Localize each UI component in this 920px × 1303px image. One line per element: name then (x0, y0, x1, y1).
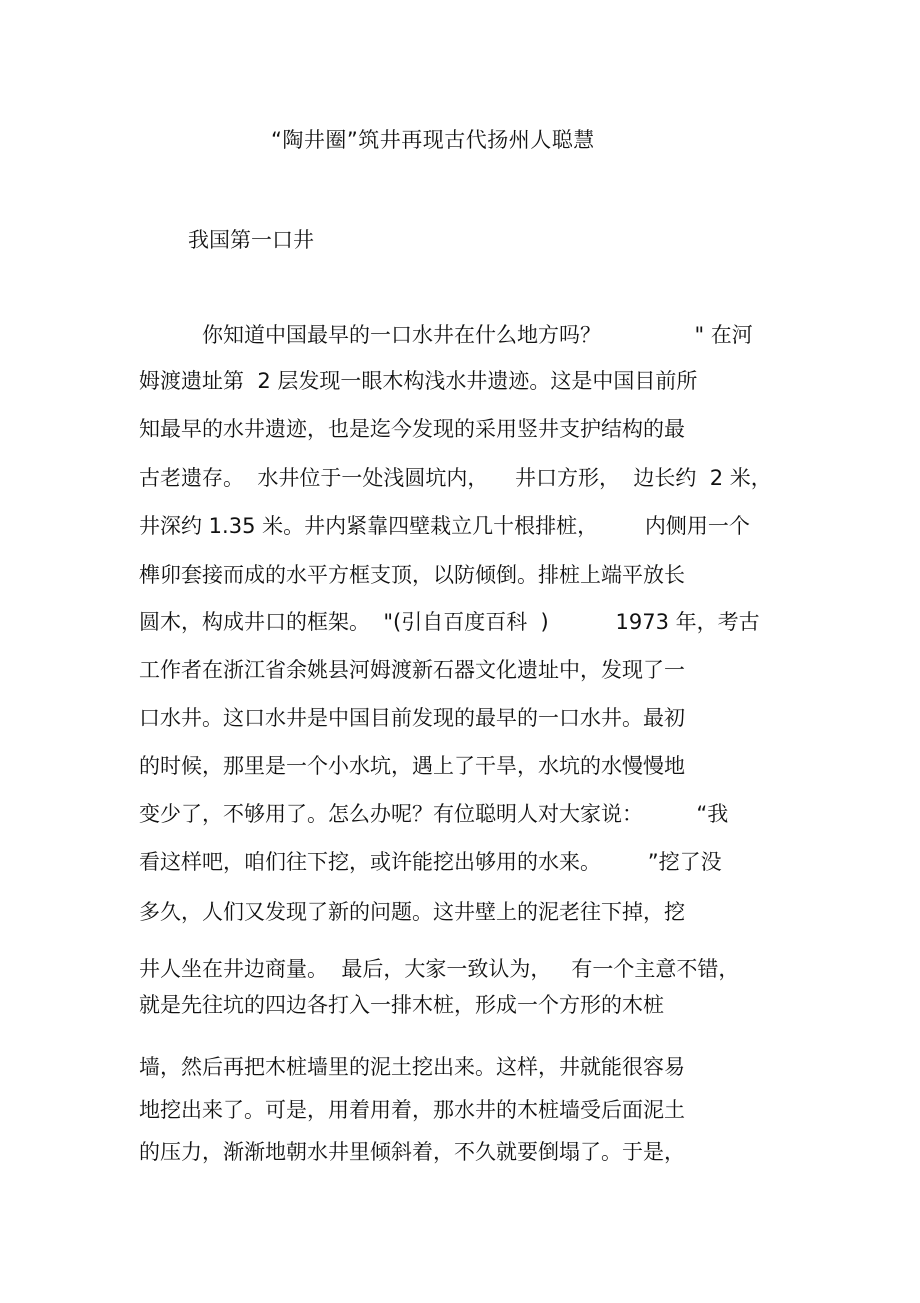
paragraph-line: 知最早的水井遗迹，也是迄今发现的采用竖井支护结构的最 (139, 417, 685, 441)
paragraph-line: 就是先往坑的四边各打入一排木桩，形成一个方形的木桩 (139, 993, 664, 1017)
paragraph-line: 你知道中国最早的一口水井在什么地方吗？ " 在河 (202, 323, 753, 347)
paragraph-line: 多久，人们又发现了新的问题。这井壁上的泥老往下掉，挖 (139, 900, 685, 924)
paragraph-line: 看这样吧，咱们往下挖，或许能挖出够用的水来。 ”挖了没 (139, 850, 722, 874)
paragraph-line: 工作者在浙江省余姚县河姆渡新石器文化遗址中，发现了一 (139, 658, 685, 682)
paragraph-line: 变少了，不够用了。怎么办呢？有位聪明人对大家说： “我 (139, 802, 729, 826)
paragraph-line: 古老遗存。 水井位于一处浅圆坑内， 井口方形， 边长约 2 米， (139, 466, 772, 490)
paragraph-line: 井深约 1.35 米。井内紧靠四壁栽立几十根排桩， 内侧用一个 (139, 514, 750, 538)
paragraph-line: 墙，然后再把木桩墙里的泥土挖出来。这样，井就能很容易 (139, 1055, 685, 1079)
paragraph-line: 口水井。这口水井是中国目前发现的最早的一口水井。最初 (139, 706, 685, 730)
paragraph-line: 榫卯套接而成的水平方框支顶，以防倾倒。排桩上端平放长 (139, 563, 685, 587)
paragraph-line: 井人坐在井边商量。 最后，大家一致认为， 有一个主意不错， (139, 957, 740, 981)
paragraph-line: 的时候，那里是一个小水坑，遇上了干旱，水坑的水慢慢地 (139, 754, 685, 778)
paragraph-line: 地挖出来了。可是，用着用着，那水井的木桩墙受后面泥土 (139, 1098, 685, 1122)
section-heading: 我国第一口井 (188, 228, 314, 252)
paragraph-line: 圆木，构成井口的框架。 "(引自百度百科 ) 1973 年，考古 (139, 610, 760, 634)
paragraph-line: 姆渡遗址第 2 层发现一眼木构浅水井遗迹。这是中国目前所 (139, 369, 698, 393)
document-title: “陶井圈”筑井再现古代扬州人聪慧 (271, 128, 595, 152)
paragraph-line: 的压力，渐渐地朝水井里倾斜着，不久就要倒塌了。于是， (139, 1140, 685, 1164)
